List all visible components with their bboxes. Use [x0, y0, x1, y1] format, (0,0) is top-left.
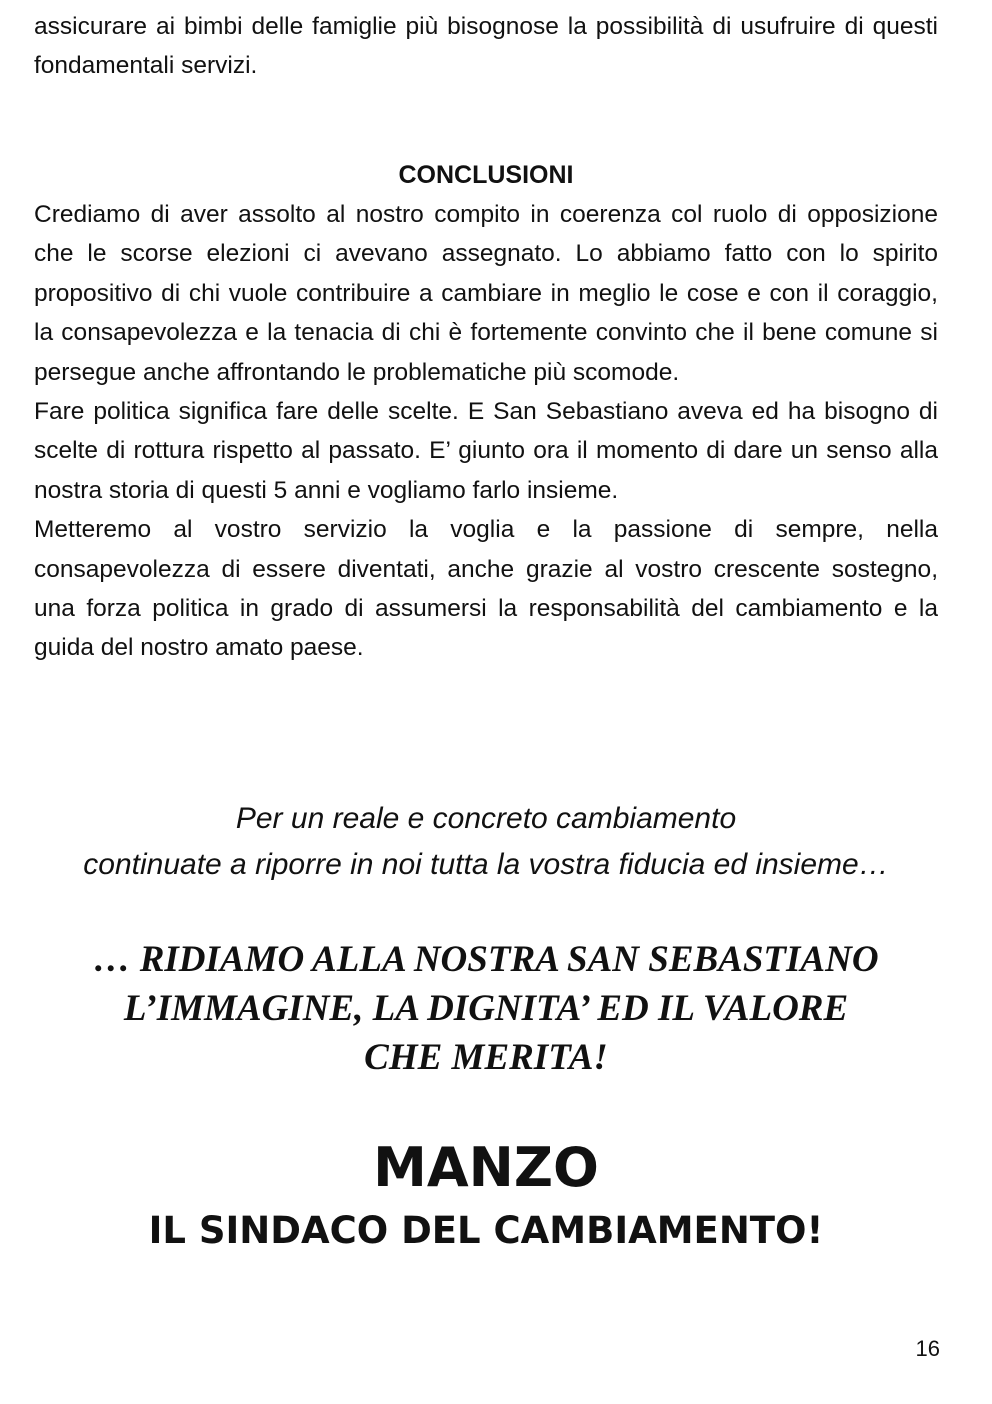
candidate-tagline: IL SINDACO DEL CAMBIAMENTO! [148, 1209, 824, 1252]
conclusions-heading: CONCLUSIONI [398, 161, 574, 189]
slogan-line-3: CHE MERITA! [364, 1037, 608, 1078]
intro-paragraph: assicurare ai bimbi delle famiglie più bisognose la possibilità di usufruire di questi fondamentali servizi. [34, 13, 938, 80]
conclusions-paragraph-3: Metteremo al vostro servizio la voglia e la passione di sempre, nella consapevolezza di essere diventati, anche grazie al vostro crescente sostegno, una forza politica in grado di assumersi la responsabilità del cambiamento e la guida del nostro amato paese. [34, 516, 938, 662]
campaign-slogan [0, 935, 972, 1082]
closing-quote [0, 796, 972, 888]
page-number: 16 [915, 1336, 940, 1361]
candidate-name: MANZO [373, 1136, 599, 1199]
slogan-line-2: L’IMMAGINE, LA DIGNITA’ ED IL VALORE [123, 988, 849, 1029]
closing-quote-line-2: continuate a riporre in noi tutta la vostra fiducia ed insieme… [83, 848, 889, 881]
conclusions-body [34, 195, 938, 668]
slogan-line-1: … RIDIAMO ALLA NOSTRA SAN SEBASTIANO [93, 939, 879, 980]
closing-quote-line-1: Per un reale e concreto cambiamento [235, 802, 737, 835]
conclusions-paragraph-2: Fare politica significa fare delle scelte. E San Sebastiano aveva ed ha bisogno di scelte di rottura rispetto al passato. E’ giunto ora il momento di dare un senso alla nostra storia di questi 5 anni e vogliamo farlo insieme. [34, 398, 938, 504]
conclusions-paragraph-1: Crediamo di aver assolto al nostro compito in coerenza col ruolo di opposizione che le scorse elezioni ci avevano assegnato. Lo abbiamo fatto con lo spirito propositivo di chi vuole contribuire a cambiare in meglio le cose e con il coraggio, la consapevolezza e la tenacia di chi è fortemente convinto che il bene comune si persegue anche affrontando le problematiche più scomode. [34, 201, 938, 386]
